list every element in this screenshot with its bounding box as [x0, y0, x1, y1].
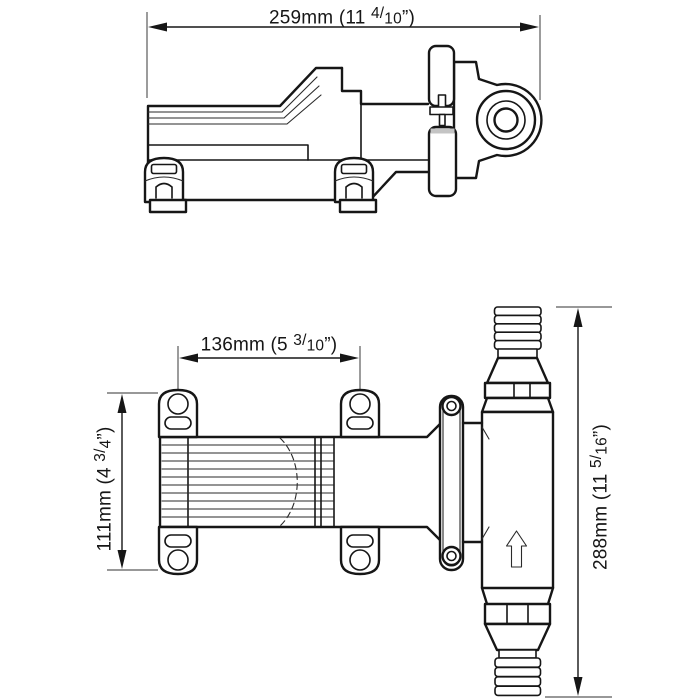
dim-text-numerator: 5/	[588, 454, 605, 469]
hidden-line-arc	[280, 438, 297, 526]
dim-text-suffix: ”)	[401, 7, 415, 29]
dim-text-numerator: 4/	[370, 5, 385, 22]
arrowhead-up	[574, 308, 583, 327]
side-motor-body	[148, 68, 429, 200]
arrowhead-down	[574, 677, 583, 696]
foot-slot	[347, 535, 373, 547]
flange-bolt-bottom	[443, 547, 461, 565]
top-flange-plate	[440, 396, 463, 570]
flange-bolt-top	[443, 397, 461, 415]
dim-text-denominator: 10	[306, 337, 325, 355]
clamp-plate	[430, 107, 453, 115]
dim-label-height	[586, 402, 612, 592]
dim-label-width	[90, 404, 116, 574]
arrowhead-left	[148, 23, 167, 32]
foot-slot	[347, 417, 373, 429]
dim-text-pre: 111mm (4	[94, 461, 116, 552]
arrowhead-down	[118, 550, 127, 569]
dim-text-denominator: 4	[97, 439, 115, 449]
top-pump-body	[463, 307, 553, 695]
foot-slot	[165, 417, 191, 429]
dim-label-length	[252, 3, 432, 29]
top-motor-body	[160, 423, 441, 541]
side-mounting-foot-left	[145, 158, 186, 212]
dim-text-numerator: 3/	[92, 448, 109, 462]
clamp-bolt-stem	[439, 95, 446, 108]
hose-barb-bottom	[495, 658, 541, 695]
top-mounting-foot-top-right	[341, 390, 379, 437]
bolt-hole	[350, 550, 370, 570]
dim-text-pre: 259mm (11	[268, 7, 371, 29]
dim-text-suffix: ”)	[94, 426, 116, 440]
bolt-hole	[350, 394, 370, 414]
arrowhead-left	[179, 354, 198, 363]
top-mounting-foot-bottom-right	[341, 527, 379, 574]
dim-text-denominator: 16	[593, 437, 611, 455]
dim-text-suffix: ”)	[590, 424, 612, 438]
side-mounting-foot-right	[335, 158, 376, 212]
hose-barb-top	[495, 307, 542, 349]
side-flange-clamp	[429, 46, 456, 196]
top-view	[107, 307, 612, 697]
arrowhead-right	[340, 354, 359, 363]
dim-label-spacing	[179, 330, 359, 356]
dim-text-suffix: ”)	[324, 334, 338, 356]
side-pump-head	[454, 62, 541, 178]
arrowhead-up	[118, 394, 127, 413]
bolt-hole	[168, 394, 188, 414]
side-view	[145, 12, 541, 212]
dim-text-numerator: 3/	[293, 332, 307, 349]
arrowhead-right	[520, 23, 539, 32]
foot-slot	[165, 535, 191, 547]
top-mounting-foot-bottom-left	[159, 527, 197, 574]
dim-text-pre: 136mm (5	[200, 334, 294, 356]
dim-text-denominator: 10	[384, 10, 402, 28]
top-mounting-foot-top-left	[159, 390, 197, 437]
dim-text-pre: 288mm (11	[590, 468, 612, 571]
bolt-hole	[168, 550, 188, 570]
